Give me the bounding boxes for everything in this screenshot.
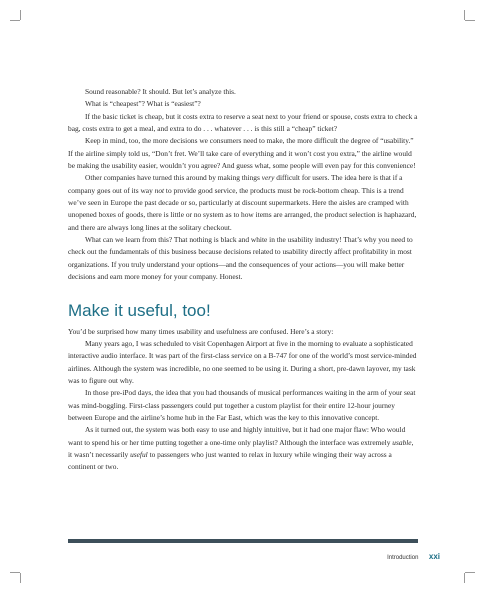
running-footer-chapter: Introduction [387,555,419,561]
paragraph: You’d be surprised how many times usability and usefulness are confused. Here’s a story: [68,326,334,336]
crop-mark [20,573,21,583]
section-heading: Make it useful, too! [68,300,211,320]
emphasis: useful [130,449,148,459]
crop-mark [464,10,465,20]
crop-mark [465,572,475,573]
paragraph: Many years ago, I was scheduled to visit Copenhagen Airport at five in the morning to evaluate a sophisticated interactive audio interface. It was part of the first-class service on a B-747 for one of the world’s most service-minded airlines. Although the system was incredible, no one seemed to be using it. During a short, pre-dawn layover, my task was to figure out why. [68,338,417,385]
crop-mark [20,10,21,20]
paragraph: In those pre-iPod days, the idea that you had thousands of musical performances waiting in the arm of your seat was mind-boggling. First-class passengers could put together a custom playlist for their entire 12-hour journey between Europe and the airline’s home hub in the Far East, which was the key to this innovative concept. [68,388,416,422]
footer-rule [68,539,418,543]
emphasis: very [261,173,275,183]
emphasis: usable [392,437,412,447]
crop-mark [10,572,20,573]
body-text [68,86,418,474]
crop-mark [465,20,475,21]
text-run: Other companies have turned this around by making things [85,173,262,183]
page-number: xxi [428,552,440,561]
text-run: to provide good service, the products must be rock-bottom cheap. This is a trend we’ve seen in Europe the past decade or so, particularly at discount supermarkets. Here the aisles are cramped with unopened boxes of goods, there is little or no system as to how items are arranged, the product selection is haphazard, and there are always long lines at the solitary checkout. [68,185,417,232]
crop-mark [10,20,20,21]
text-run: As it turned out, the system was both easy to use and highly intuitive, but it had one major flaw: Who would want to spend his or her time putting together a one-time only playlist? Although the interface was extremely [68,425,406,447]
text-run: , it wasn’t necessarily [68,437,414,459]
paragraph: If the basic ticket is cheap, but it costs extra to reserve a seat next to your friend or spouse, costs extra to check a bag, costs extra to get a meal, and extra to do . . . whatever . . . is this still a “cheap” ticket? [68,111,418,134]
emphasis: not [154,185,165,195]
paragraph: What is “cheapest”? What is “easiest”? [85,99,201,109]
paragraph [68,424,418,473]
paragraph: What can we learn from this? That nothing is black and white in the usability industry! That’s why you need to check out the fundamentals of this business because decisions related to usability directly affect profitability in most organizations. If you truly understand your options—and the consequences of your actions—you will make better decisions and earn more money for your company. Honest. [68,235,413,282]
paragraph [68,172,418,234]
paragraph: Sound reasonable? It should. But let’s analyze this. [85,87,236,96]
text-run: difficult for users. The idea here is that if a company goes out of its way [68,173,403,195]
paragraph: Keep in mind, too, the more decisions we consumers need to make, the more difficult the degree of “usability.” If the airline simply told us, “Don’t fret. We’ll take care of everything and it won’t cost you extra,” the airline would be making the usability easier, wouldn’t you agree? And guess what, some people will even pay for this convenience! [68,136,416,171]
crop-mark [464,573,465,583]
text-run: to passengers who just wanted to relax in luxury while winging their way across a continent or two. [68,449,392,472]
page-footer [68,546,440,564]
